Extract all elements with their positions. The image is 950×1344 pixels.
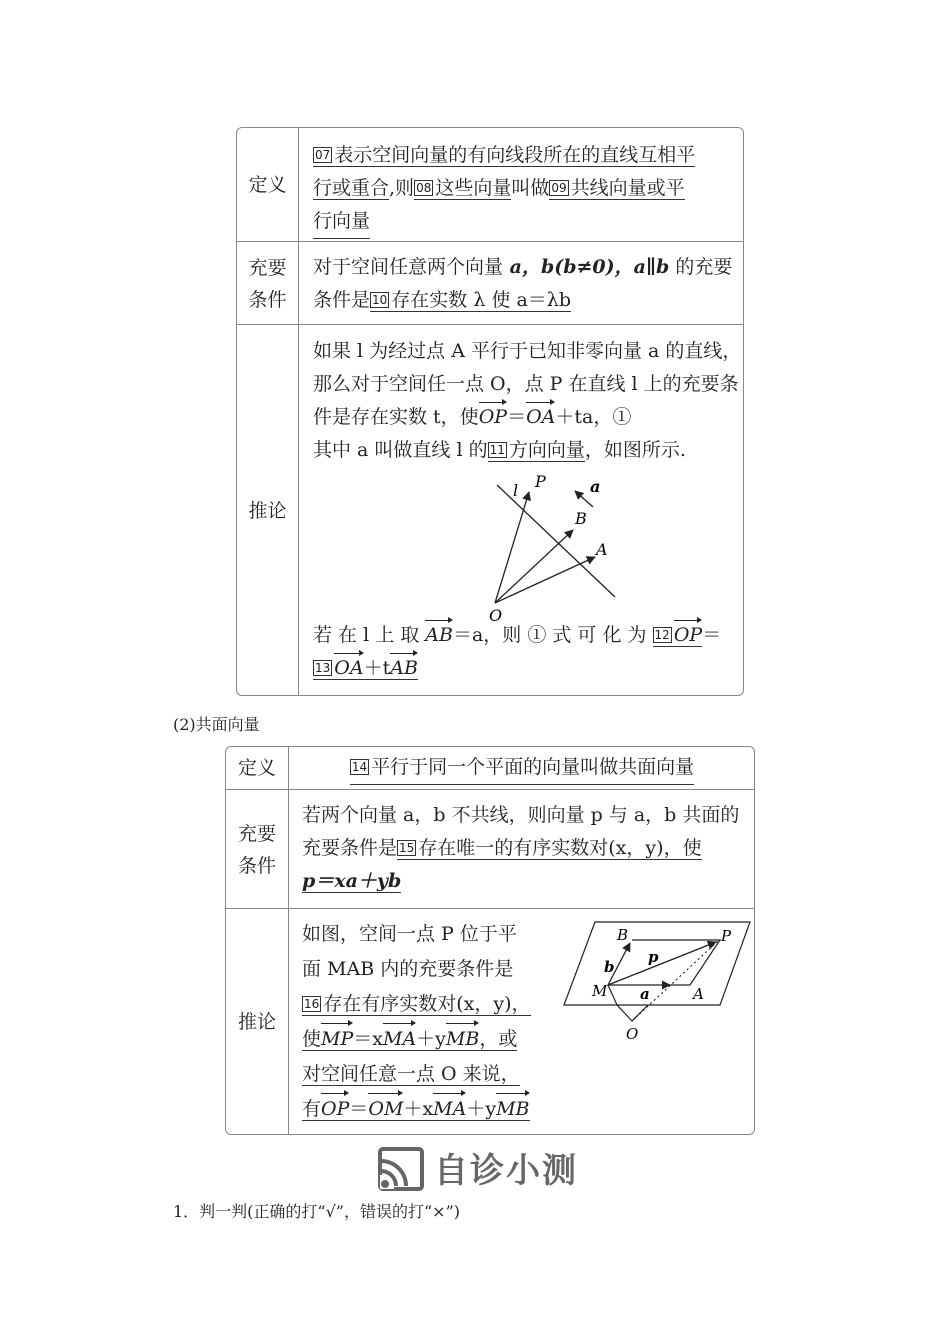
blank-number: 07 (315, 148, 331, 162)
label-O: O (489, 606, 503, 625)
label-B: B (617, 926, 629, 944)
vector-ma: MA (383, 1022, 416, 1057)
label-b: b (604, 958, 615, 976)
label-text: 条件 (248, 288, 287, 311)
blank-number: 08 (416, 181, 432, 195)
condition-content (300, 242, 743, 325)
corollary-text: 件是存在实数 t，使 (313, 406, 479, 428)
label-M: M (592, 982, 608, 1000)
line-vector-figure (435, 472, 635, 625)
blank-number: 10 (372, 293, 388, 307)
condition-label (237, 242, 299, 325)
condition-math: p＝xa＋yb (302, 870, 402, 892)
corollary-text: 对空间任意一点 O 来说， (302, 1063, 520, 1085)
vector-ma: MA (433, 1092, 466, 1127)
label-text: 条件 (237, 854, 276, 877)
label-P: P (535, 472, 546, 491)
corollary-text: ，或 (479, 1028, 518, 1050)
corollary-content (290, 909, 754, 1135)
corollary-text: 方向向量 (508, 439, 585, 461)
corollary-content (300, 325, 743, 696)
blank-number: 12 (654, 628, 670, 642)
blank-number: 11 (489, 443, 505, 457)
vector-mb: MB (446, 1022, 479, 1057)
definition-row (237, 128, 743, 241)
corollary-text: ＋x (403, 1098, 434, 1120)
definition-text: 共线向量或平 (570, 177, 685, 199)
blank-number: 15 (399, 841, 415, 855)
section-header-title: 自诊小测 (434, 1151, 578, 1191)
corollary-text: ＝ (702, 624, 722, 646)
condition-row (237, 241, 743, 325)
corollary-text: ＝ (349, 1098, 369, 1120)
condition-text: 若两个向量 a，b 不共线，则向量 p 与 a，b 共面的 (302, 804, 740, 826)
vector-oa: OA (334, 652, 363, 685)
definition-row (226, 747, 754, 789)
label-text: 充要 (237, 822, 276, 845)
corollary-text: 面 MAB 内的充要条件是 (302, 958, 514, 980)
section-header (378, 1143, 578, 1192)
corollary-text: ＋t (363, 657, 391, 679)
label-a: a (640, 985, 650, 1003)
condition-content (290, 790, 754, 909)
vector-op: OP (321, 1092, 349, 1127)
definition-content (290, 747, 754, 789)
corollary-text: ＋ta，① (555, 406, 632, 428)
corollary-text: ＝a，则 ① 式 可 化 为 (452, 624, 653, 646)
definition-label: 定义 (226, 747, 289, 789)
vector-om: OM (368, 1092, 403, 1127)
blank-number: 14 (351, 760, 368, 774)
condition-text: 充要条件是 (302, 837, 398, 859)
corollary-label: 推论 (226, 909, 289, 1135)
corollary-text: 那么对于空间任一点 O，点 P 在直线 l 上的充要条 (313, 373, 739, 395)
corollary-row (237, 324, 743, 696)
corollary-text: 使 (302, 1028, 322, 1050)
condition-text: 对于空间任意两个向量 (313, 256, 504, 278)
condition-text: 的充要 (669, 256, 733, 278)
label-B: B (575, 509, 587, 528)
condition-math: a，b(b≠0)，a∥b (503, 256, 670, 278)
dotted-op (632, 941, 718, 1021)
vector-oa: OA (526, 401, 555, 434)
condition-text: 存在唯一的有序实数对(x，y)，使 (418, 837, 702, 859)
vector-ab: AB (390, 652, 418, 685)
definition-text: ,则 (389, 177, 415, 199)
definition-text: 行向量 (313, 205, 370, 239)
condition-text: 存在实数 λ 使 a＝λb (391, 289, 571, 311)
blank-number: 09 (551, 181, 567, 195)
vector-ab: AB (425, 619, 453, 652)
condition-row (226, 789, 754, 909)
collinear-vector-table (236, 127, 744, 696)
vector-mp: MP (321, 1022, 353, 1057)
label-text: 充要 (248, 256, 287, 279)
label-p: p (648, 948, 659, 966)
corollary-text: 存在有序实数对(x，y)， (323, 993, 531, 1015)
definition-text: 叫做 (511, 177, 550, 199)
label-a: a (590, 477, 601, 496)
label-A: A (596, 540, 608, 559)
corollary-text: 如果 l 为经过点 A 平行于已知非零向量 a 的直线， (313, 340, 742, 362)
label-l: l (513, 481, 519, 500)
corollary-text: ＝ (507, 406, 527, 428)
corollary-text: 有 (302, 1098, 322, 1120)
parallelogram-side (632, 940, 720, 985)
condition-text: 条件是 (313, 289, 371, 311)
vector-mp-arrow (608, 942, 716, 985)
blank-number: 13 (315, 661, 331, 675)
definition-text: 行或重合 (313, 177, 390, 199)
question-1: 1．判一判(正确的打“√”，错误的打“×”) (173, 1202, 460, 1221)
label-A: A (693, 985, 704, 1003)
plane-vector-figure (560, 919, 760, 1044)
definition-text: 平行于同一个平面的向量叫做共面向量 (371, 756, 695, 778)
corollary-text: 其中 a 叫做直线 l 的 (313, 439, 488, 461)
section-title: (2)共面向量 (173, 715, 260, 734)
corollary-text: ＋y (466, 1098, 497, 1120)
corollary-text: 如图，空间一点 P 位于平 (302, 923, 517, 945)
broadcast-icon (378, 1145, 424, 1191)
definition-text: 这些向量 (435, 177, 512, 199)
corollary-label: 推论 (237, 325, 299, 696)
label-P: P (721, 927, 732, 945)
definition-text: 表示空间向量的有向线段所在的直线互相平 (334, 144, 696, 166)
corollary-row (226, 908, 754, 1135)
label-O: O (626, 1025, 639, 1043)
definition-content (300, 128, 743, 241)
corollary-text: ＝x (353, 1028, 383, 1050)
vector-op: OP (674, 619, 702, 652)
condition-label (226, 790, 289, 909)
corollary-text: ，如图所示. (584, 439, 686, 461)
corollary-text: 若 在 l 上 取 (313, 624, 426, 646)
definition-label: 定义 (237, 128, 299, 241)
vector-mb: MB (496, 1092, 529, 1127)
coplanar-vector-table (225, 746, 755, 1135)
vector-op: OP (479, 401, 507, 434)
blank-number: 16 (304, 997, 320, 1011)
corollary-text: ＋y (416, 1028, 446, 1050)
vector-oa-arrow (495, 557, 595, 603)
